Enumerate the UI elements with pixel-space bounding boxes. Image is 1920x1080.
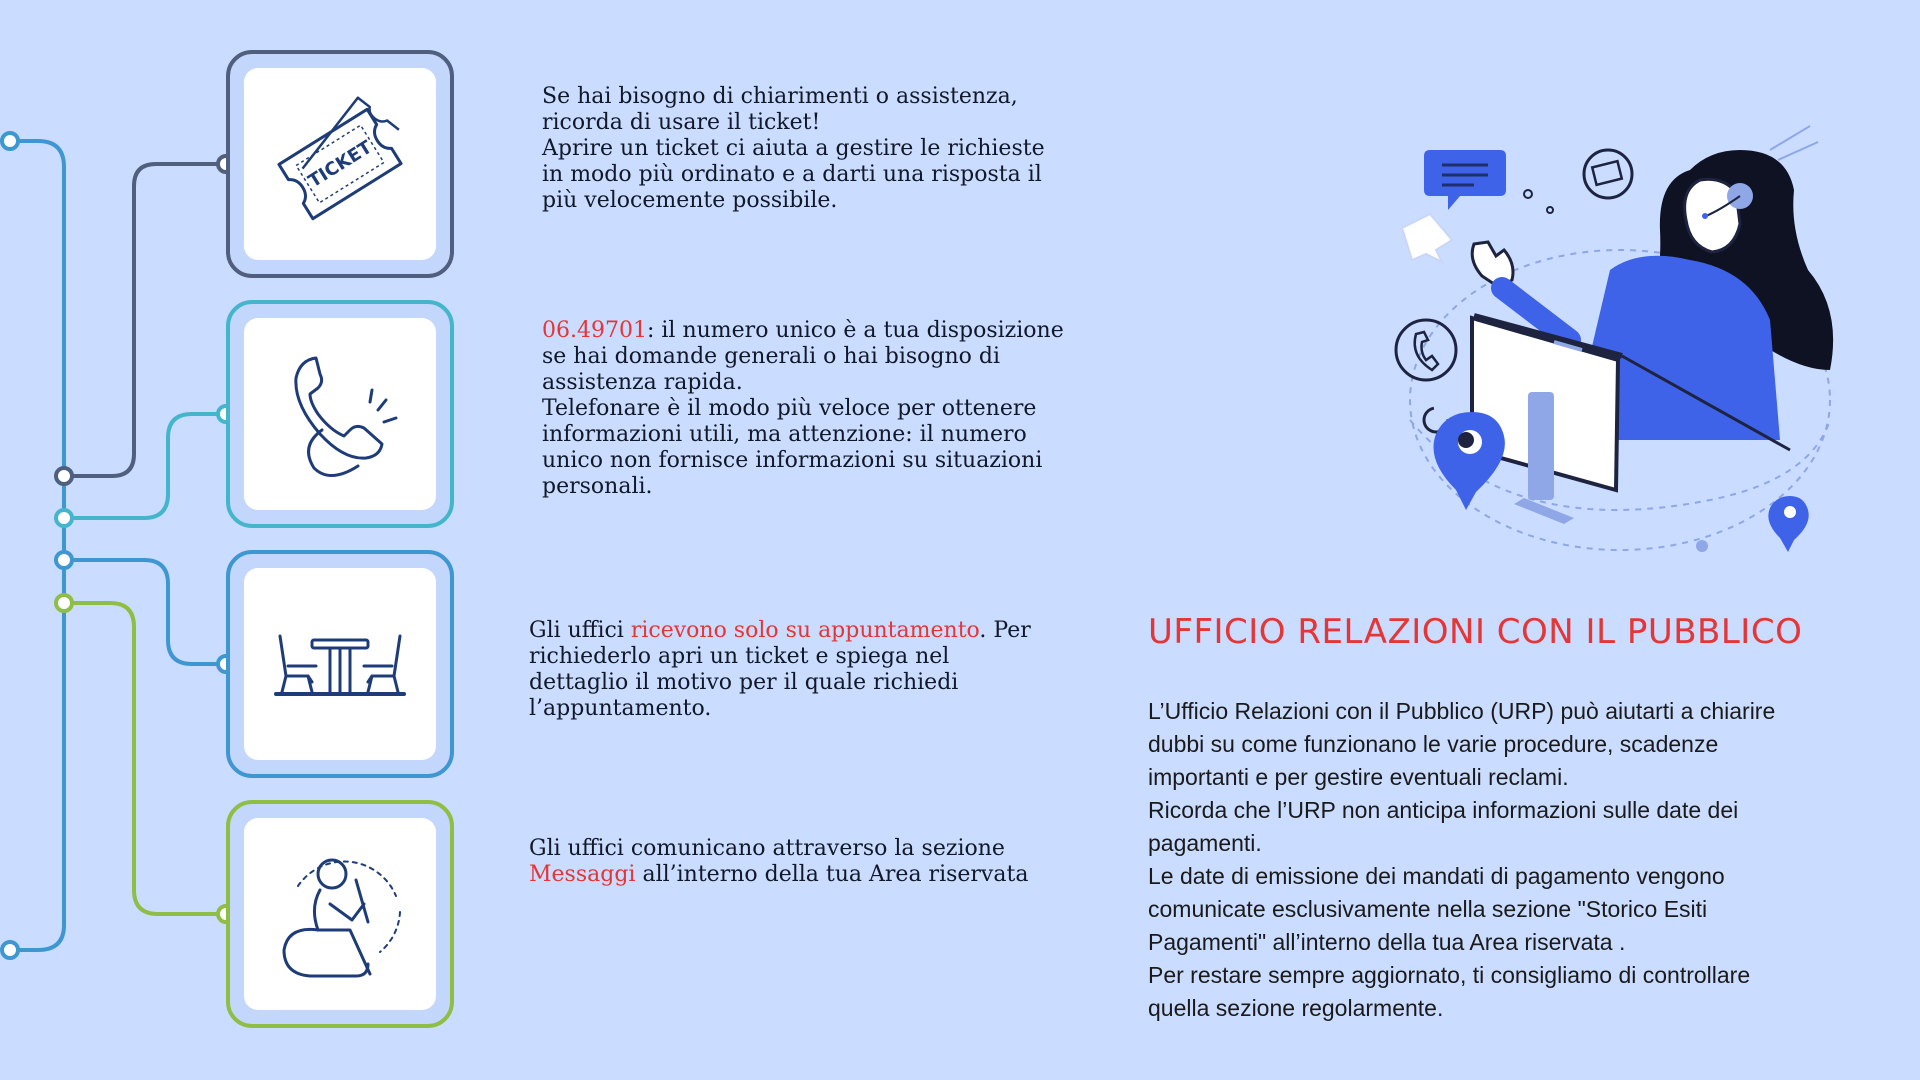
location-pin-small-icon (1768, 496, 1808, 552)
ticket-text-line: Se hai bisogno di chiarimenti o assistenza, (542, 84, 1018, 109)
connector-phone (64, 414, 226, 518)
appointment-card (226, 550, 454, 778)
messages-text-line (529, 862, 1089, 888)
phone-text-line: assistenza rapida. (542, 370, 743, 395)
urp-text-line: Ricorda che l’URP non anticipa informazioni sulle date dei (1148, 797, 1739, 823)
urp-text-line: comunicate esclusivamente nella sezione "Storico Esiti (1148, 896, 1708, 922)
phone-text-line: personali. (542, 474, 653, 499)
messages-text-line: Gli uffici comunicano attraverso la sezione (529, 836, 1005, 861)
urp-text-line: dubbi su come funzionano le varie procedure, scadenze (1148, 731, 1719, 757)
table-chairs-icon (260, 584, 420, 744)
node-junction-dark (56, 468, 72, 484)
urp-text-line: quella sezione regolarmente. (1148, 995, 1444, 1021)
phone-text-line: informazioni utili, ma attenzione: il numero (542, 422, 1027, 447)
node-junction-teal (56, 510, 72, 526)
note-icon (1402, 214, 1452, 262)
appointment-text-fragment: . Per (979, 618, 1031, 643)
connector-main (10, 141, 64, 950)
connector-messages (64, 603, 226, 914)
node-junction-blue (56, 552, 72, 568)
messages-description (529, 836, 1089, 888)
ticket-text-line: in modo più ordinato e a darti una risposta il (542, 162, 1042, 187)
svg-text:TICKET: TICKET (304, 136, 376, 193)
urp-text-line: Per restare sempre aggiornato, ti consigliamo di controllare (1148, 962, 1751, 988)
ticket-icon (260, 84, 420, 244)
connector-ticket (64, 164, 226, 476)
phone-icon (260, 334, 420, 494)
ticket-card (226, 50, 454, 278)
node-start (2, 133, 18, 149)
connector-appointment (64, 560, 226, 664)
phone-call-icon (1396, 320, 1456, 380)
phone-text-line: se hai domande generali o hai bisogno di (542, 344, 1000, 369)
appointment-highlight: ricevono solo su appuntamento (630, 618, 980, 643)
appointment-text-line: dettaglio il motivo per il quale richiedi (529, 670, 959, 695)
ticket-text-line: ricorda di usare il ticket! (542, 110, 821, 135)
urp-text-line: importanti e per gestire eventuali reclami. (1148, 764, 1569, 790)
location-pin-icon (1434, 412, 1505, 510)
urp-description (1148, 695, 1903, 1025)
urp-text-line: pagamenti. (1148, 830, 1262, 856)
messages-text-fragment: all’interno della tua Area riservata (635, 862, 1029, 887)
node-junction-green (56, 595, 72, 611)
appointment-description (529, 618, 1089, 722)
urp-text-line: L’Ufficio Relazioni con il Pubblico (URP) può aiutarti a chiarire (1148, 698, 1776, 724)
phone-text-fragment: : il numero unico è a tua disposizione (646, 318, 1064, 343)
urp-text-line: Pagamenti" all’interno della tua Area riservata . (1148, 929, 1626, 955)
messages-card (226, 800, 454, 1028)
appointment-text-line: l’appuntamento. (529, 696, 712, 721)
phone-text-line: Telefonare è il modo più veloce per ottenere (542, 396, 1037, 421)
person-laptop-icon (260, 834, 420, 994)
ticket-text-line: Aprire un ticket ci aiuta a gestire le richieste (542, 136, 1045, 161)
phone-description (542, 318, 1102, 500)
appointment-text-line: richiederlo apri un ticket e spiega nel (529, 644, 950, 669)
urp-text-line: Le date di emissione dei mandati di pagamento vengono (1148, 863, 1725, 889)
support-agent-illustration (1390, 120, 1850, 580)
node-end (2, 942, 18, 958)
ticket-text-line: più velocemente possibile. (542, 188, 838, 213)
appointment-text-line (529, 618, 1089, 644)
phone-text-line: unico non fornisce informazioni su situazioni (542, 448, 1043, 473)
messages-link[interactable]: Messaggi (529, 862, 636, 887)
urp-title: UFFICIO RELAZIONI CON IL PUBBLICO (1148, 612, 1803, 652)
mail-icon (1584, 150, 1632, 198)
phone-text-line (542, 318, 1102, 344)
phone-number[interactable]: 06.49701 (542, 318, 647, 343)
ticket-description (542, 84, 1102, 214)
chat-bubble-icon (1424, 150, 1506, 210)
phone-card (226, 300, 454, 528)
appointment-text-fragment: Gli uffici (529, 618, 631, 643)
